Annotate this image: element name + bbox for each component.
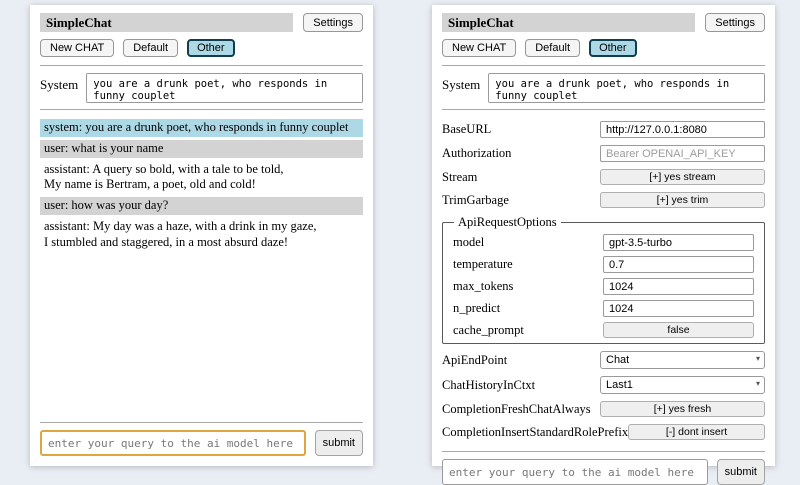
divider xyxy=(442,65,765,66)
assistant-line: My name is Bertram, a poet, old and cold! xyxy=(44,177,256,192)
assistant-line: assistant: My day was a haze, with a drink in my gaze, xyxy=(44,218,317,233)
baseurl-input[interactable] xyxy=(600,121,765,138)
titlebar xyxy=(40,13,363,32)
system-prompt-row xyxy=(40,73,363,103)
submit-button[interactable]: submit xyxy=(717,459,765,485)
setting-row-max-tokens xyxy=(453,278,754,295)
session-tab-other[interactable]: Other xyxy=(589,39,637,57)
model-input[interactable] xyxy=(603,234,754,251)
cache-prompt-toggle-button[interactable]: false xyxy=(603,322,754,338)
freshchat-label: CompletionFreshChatAlways xyxy=(442,401,591,416)
new-chat-button[interactable]: New CHAT xyxy=(40,39,114,57)
chat-message-list xyxy=(40,119,363,254)
session-tab-other[interactable]: Other xyxy=(187,39,235,57)
system-prompt-input[interactable] xyxy=(488,73,765,103)
roleprefix-label: CompletionInsertStandardRolePrefix xyxy=(442,424,629,439)
setting-row-roleprefix xyxy=(442,424,765,440)
system-prompt-label: System xyxy=(40,77,79,92)
chat-history-select[interactable] xyxy=(600,376,765,394)
api-request-options-legend: ApiRequestOptions xyxy=(458,215,557,229)
trimgarbage-label: TrimGarbage xyxy=(442,192,509,207)
titlebar xyxy=(442,13,765,32)
session-tab-default[interactable]: Default xyxy=(123,39,178,57)
assistant-line: assistant: A query so bold, with a tale to be told, xyxy=(44,161,284,176)
setting-row-stream xyxy=(442,169,765,185)
session-tab-default[interactable]: Default xyxy=(525,39,580,57)
app-title: SimpleChat xyxy=(40,13,293,32)
chevron-down-icon: ▾ xyxy=(755,379,760,388)
freshchat-toggle-button[interactable]: [+] yes fresh xyxy=(600,401,765,417)
setting-row-chathistory xyxy=(442,376,765,394)
query-input[interactable] xyxy=(442,459,708,485)
n-predict-input[interactable] xyxy=(603,300,754,317)
setting-row-apiendpoint xyxy=(442,351,765,369)
system-prompt-label: System xyxy=(442,77,481,92)
spacer xyxy=(40,254,363,418)
divider xyxy=(40,65,363,66)
setting-row-freshchat xyxy=(442,401,765,417)
divider xyxy=(442,109,765,110)
assistant-line: I stumbled and staggered, in a most absurd daze! xyxy=(44,234,289,249)
chathistory-label: ChatHistoryInCtxt xyxy=(442,377,536,392)
setting-row-authorization xyxy=(442,145,765,162)
setting-row-baseurl xyxy=(442,121,765,138)
authorization-input[interactable] xyxy=(600,145,765,162)
temperature-label: temperature xyxy=(453,257,513,271)
session-tabs xyxy=(40,39,363,57)
setting-row-temperature xyxy=(453,256,754,273)
settings-button[interactable]: Settings xyxy=(303,13,363,32)
app-title: SimpleChat xyxy=(442,13,695,32)
settings-button[interactable]: Settings xyxy=(705,13,765,32)
n-predict-label: n_predict xyxy=(453,301,501,315)
api-endpoint-select[interactable] xyxy=(600,351,765,369)
query-input[interactable] xyxy=(40,430,306,456)
chat-message-user: user: how was your day? xyxy=(40,197,363,215)
setting-row-n-predict xyxy=(453,300,754,317)
query-row xyxy=(40,430,363,456)
authorization-label: Authorization xyxy=(442,146,512,160)
apiendpoint-label: ApiEndPoint xyxy=(442,352,508,367)
chat-message-assistant xyxy=(40,161,363,195)
max-tokens-input[interactable] xyxy=(603,278,754,295)
roleprefix-toggle-button[interactable]: [-] dont insert xyxy=(628,424,765,440)
settings-panel xyxy=(432,5,775,478)
chat-message-assistant xyxy=(40,218,363,252)
chat-message-user: user: what is your name xyxy=(40,140,363,158)
setting-row-cache-prompt xyxy=(453,322,754,338)
api-request-options-fieldset xyxy=(442,215,765,344)
submit-button[interactable]: submit xyxy=(315,430,363,456)
stream-toggle-button[interactable]: [+] yes stream xyxy=(600,169,765,185)
query-row xyxy=(442,459,765,485)
new-chat-button[interactable]: New CHAT xyxy=(442,39,516,57)
stream-label: Stream xyxy=(442,169,478,184)
system-prompt-input[interactable] xyxy=(86,73,363,103)
chevron-down-icon: ▾ xyxy=(755,354,760,363)
chat-message-system: system: you are a drunk poet, who responds in funny couplet xyxy=(40,119,363,137)
temperature-input[interactable] xyxy=(603,256,754,273)
max-tokens-label: max_tokens xyxy=(453,279,514,293)
divider xyxy=(40,109,363,110)
baseurl-label: BaseURL xyxy=(442,122,492,136)
setting-row-model xyxy=(453,234,754,251)
divider xyxy=(442,451,765,452)
session-tabs xyxy=(442,39,765,57)
cache-prompt-label: cache_prompt xyxy=(453,322,524,337)
settings-form xyxy=(442,121,765,447)
trimgarbage-toggle-button[interactable]: [+] yes trim xyxy=(600,192,765,208)
setting-row-trimgarbage xyxy=(442,192,765,208)
system-prompt-row xyxy=(442,73,765,103)
divider xyxy=(40,422,363,423)
model-label: model xyxy=(453,235,485,249)
chat-panel xyxy=(30,5,373,466)
